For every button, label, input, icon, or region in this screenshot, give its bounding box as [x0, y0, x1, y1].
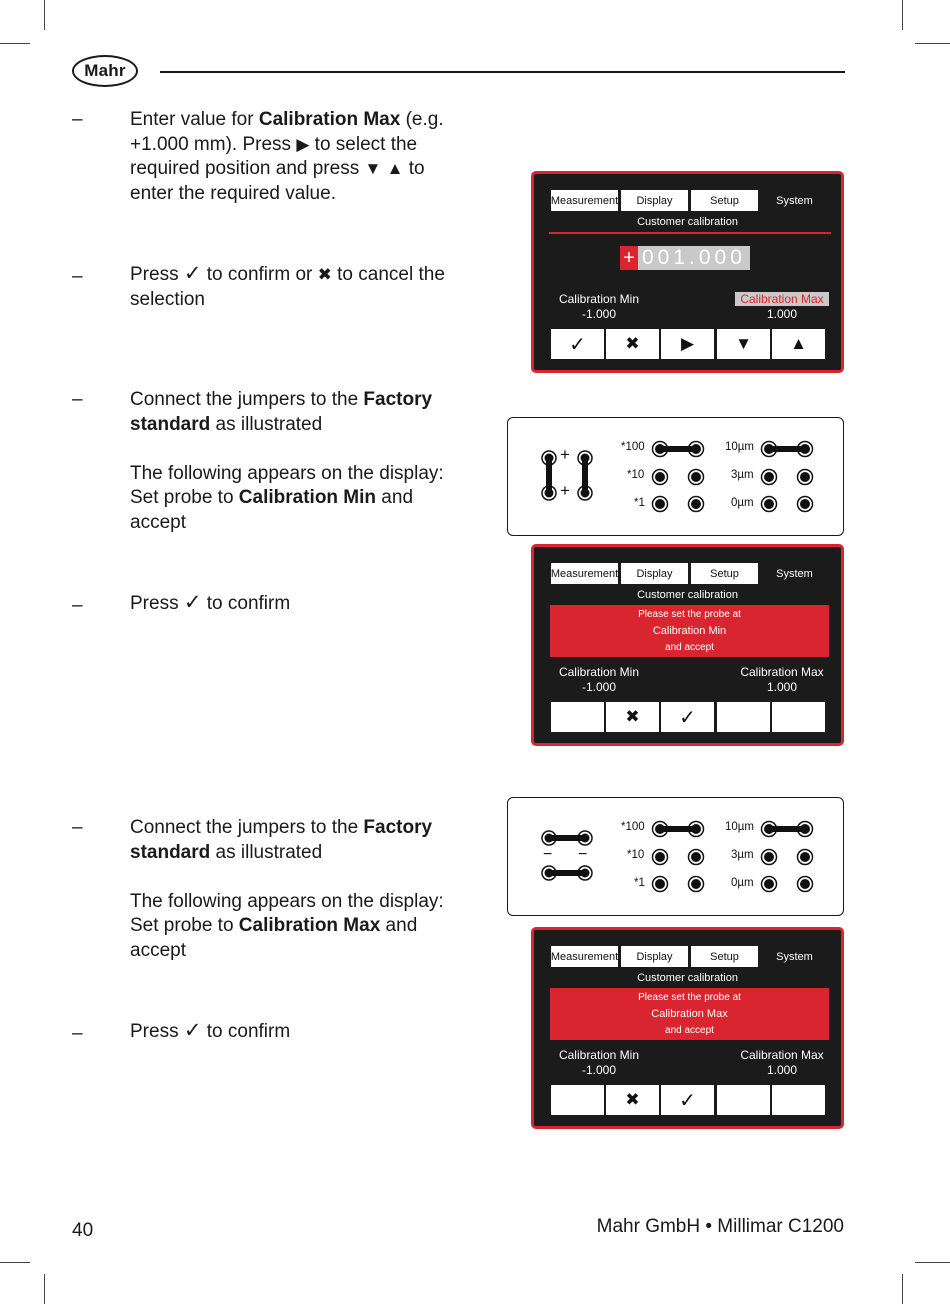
jumper-diagram: [508, 418, 845, 537]
cal-min-block: [558, 292, 640, 322]
label-x100: *100: [621, 441, 645, 453]
label-3um: 3µm: [731, 849, 754, 861]
step-dash: –: [72, 595, 83, 616]
step-dash: –: [72, 266, 83, 287]
header-rule: [160, 71, 845, 73]
down-arrow-button[interactable]: ▼: [717, 329, 770, 359]
device-screen-set-max: [531, 927, 844, 1129]
confirm-button[interactable]: ✓: [661, 702, 714, 732]
step-dash: –: [72, 109, 83, 130]
jumper-panel-max: [507, 797, 844, 916]
right-arrow-button[interactable]: ▶: [661, 329, 714, 359]
blank-key[interactable]: [772, 702, 825, 732]
sign-digit: +: [620, 246, 638, 270]
cal-max-label: Calibration Max: [740, 665, 824, 679]
message-line: and accept: [665, 1025, 714, 1036]
tab-display[interactable]: Display: [621, 946, 688, 967]
message-line: and accept: [665, 642, 714, 653]
blank-key[interactable]: [551, 702, 604, 732]
cal-min-label: Calibration Min: [558, 292, 640, 306]
cal-max-value: 1.000: [766, 307, 798, 321]
page-number: 40: [72, 1220, 94, 1241]
cal-max-label: Calibration Max: [740, 1048, 824, 1062]
screen-subtitle: Customer calibration: [637, 589, 738, 601]
blank-key[interactable]: [717, 1085, 770, 1115]
label-x10: *10: [627, 849, 645, 861]
label-x1: *1: [634, 877, 645, 889]
device-screen-set-min: [531, 544, 844, 746]
cal-min-value: -1.000: [581, 680, 617, 694]
step-dash: –: [72, 817, 83, 838]
step-confirm-or-cancel: Press ✓ to confirm or ✖ to cancel the selection: [130, 262, 445, 310]
tab-setup[interactable]: Setup: [691, 946, 758, 967]
cal-min-block: [558, 1048, 640, 1078]
tab-display[interactable]: Display: [621, 563, 688, 584]
probe-message-box: [550, 605, 829, 657]
minus-sign: −: [543, 846, 553, 863]
screen-subtitle: Customer calibration: [637, 216, 738, 228]
up-arrow-button[interactable]: ▲: [772, 329, 825, 359]
tab-measurement[interactable]: Measurement: [551, 563, 618, 584]
message-line: Please set the probe at: [638, 609, 741, 620]
label-x10: *10: [627, 469, 645, 481]
device-screen-value-entry: [531, 171, 844, 373]
tab-system[interactable]: System: [761, 563, 828, 584]
cal-min-label: Calibration Min: [558, 1048, 640, 1062]
footer-company: Mahr GmbH • Millimar C1200: [596, 1216, 844, 1237]
cal-max-block: [734, 665, 830, 695]
tab-system[interactable]: System: [761, 190, 828, 211]
label-0um: 0µm: [731, 497, 754, 509]
cal-min-label: Calibration Min: [558, 665, 640, 679]
confirm-button[interactable]: ✓: [661, 1085, 714, 1115]
step-connect-jumpers-max: Connect the jumpers to the Factory standard as illustrated The following appears on the display: Set probe to Calibration Max and accept: [130, 817, 444, 961]
label-x1: *1: [634, 497, 645, 509]
tab-measurement[interactable]: Measurement: [551, 190, 618, 211]
cal-min-value: -1.000: [581, 1063, 617, 1077]
plus-sign: +: [560, 481, 570, 500]
message-line: Calibration Max: [651, 1008, 728, 1020]
step-dash: –: [72, 389, 83, 410]
value-display[interactable]: [620, 246, 750, 270]
step-dash: –: [72, 1023, 83, 1044]
jumper-panel-min: [507, 417, 844, 536]
label-10um: 10µm: [725, 821, 754, 833]
tab-setup[interactable]: Setup: [691, 563, 758, 584]
blank-key[interactable]: [551, 1085, 604, 1115]
cancel-button[interactable]: ✖: [606, 329, 659, 359]
value-digits: 001.000: [638, 246, 750, 270]
cancel-button[interactable]: ✖: [606, 1085, 659, 1115]
blank-key[interactable]: [717, 702, 770, 732]
tab-setup[interactable]: Setup: [691, 190, 758, 211]
mahr-logo: Mahr: [72, 55, 138, 87]
step-confirm-min: Press ✓ to confirm: [130, 591, 291, 614]
jumper-diagram: [508, 798, 845, 917]
step-enter-cal-max: Enter value for Calibration Max (e.g. +1.000 mm). Press ▶ to select the required position and press ▼ ▲ to enter the required value.: [130, 109, 444, 204]
step-connect-jumpers-min: Connect the jumpers to the Factory standard as illustrated The following appears on the display: Set probe to Calibration Min and accept: [130, 389, 444, 533]
tab-measurement[interactable]: Measurement: [551, 946, 618, 967]
blank-key[interactable]: [772, 1085, 825, 1115]
probe-message-box: [550, 988, 829, 1040]
cal-max-block: [734, 292, 830, 322]
screen-subtitle: Customer calibration: [637, 972, 738, 984]
cal-max-label: Calibration Max: [735, 292, 828, 306]
confirm-button[interactable]: ✓: [551, 329, 604, 359]
message-line: Please set the probe at: [638, 992, 741, 1003]
label-0um: 0µm: [731, 877, 754, 889]
label-x100: *100: [621, 821, 645, 833]
cal-min-value: -1.000: [581, 307, 617, 321]
label-10um: 10µm: [725, 441, 754, 453]
red-divider: [549, 232, 831, 234]
cal-max-value: 1.000: [766, 680, 798, 694]
step-confirm-max: Press ✓ to confirm: [130, 1019, 291, 1042]
cal-min-block: [558, 665, 640, 695]
minus-sign: −: [578, 846, 588, 863]
cal-max-value: 1.000: [766, 1063, 798, 1077]
cancel-button[interactable]: ✖: [606, 702, 659, 732]
cal-max-block: [734, 1048, 830, 1078]
tab-system[interactable]: System: [761, 946, 828, 967]
message-line: Calibration Min: [652, 625, 727, 637]
tab-display[interactable]: Display: [621, 190, 688, 211]
plus-sign: +: [560, 445, 570, 464]
label-3um: 3µm: [731, 469, 754, 481]
